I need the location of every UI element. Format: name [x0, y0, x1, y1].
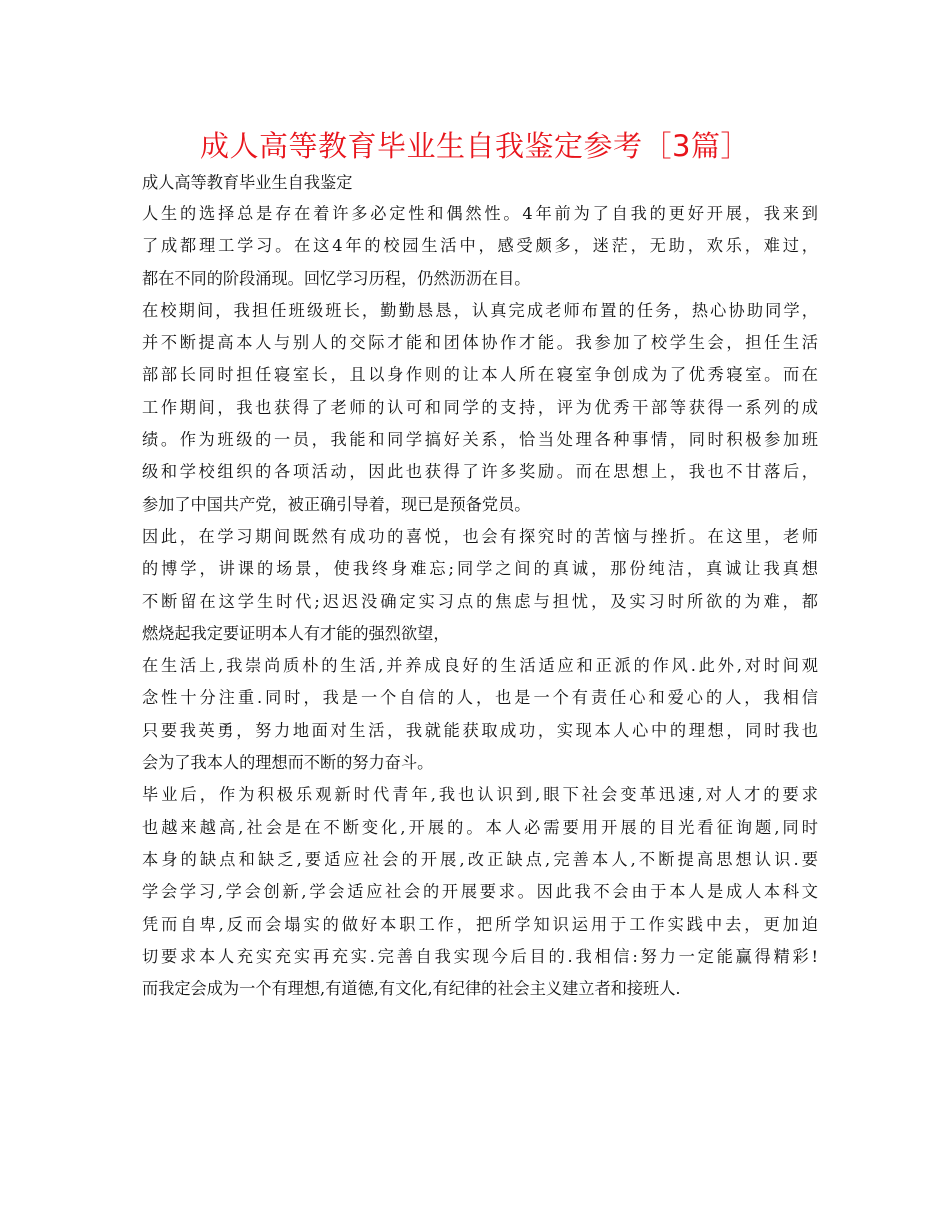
text-line: 也越来越高,社会是在不断变化,开展的。本人必需要用开展的目光看征询题,同时	[142, 817, 818, 837]
text-line: 而我定会成为一个有理想,有道德,有文化,有纪律的社会主义建立者和接班人.	[142, 979, 681, 999]
text-line: 会为了我本人的理想而不断的努力奋斗。	[142, 753, 434, 773]
text-line: 毕业后，作为积极乐观新时代青年,我也认识到,眼下社会变革迅速,对人才的要求	[142, 785, 818, 805]
text-line: 不断留在这学生时代;迟迟没确定实习点的焦虑与担忧，及实习时所欲的为难，都	[142, 591, 818, 611]
text-line: 燃烧起我定要证明本人有才能的强烈欲望，	[142, 623, 450, 643]
text-line: 人生的选择总是存在着许多必定性和偶然性。4年前为了自我的更好开展，我来到	[142, 204, 818, 223]
text-line: 因此，在学习期间既然有成功的喜悦，也会有探究时的苦恼与挫折。在这里，老师	[142, 526, 818, 546]
text-line: 都在不同的阶段涌现。回忆学习历程，仍然沥沥在目。	[142, 268, 531, 288]
text-line: 并不断提高本人与别人的交际才能和团体协作才能。我参加了校学生会，担任生活	[142, 333, 818, 353]
text-line: 切要求本人充实充实再充实.完善自我实现今后目的.我相信:努力一定能赢得精彩!	[142, 946, 818, 966]
text-line: 级和学校组织的各项活动，因此也获得了许多奖励。而在思想上，我也不甘落后，	[142, 462, 818, 482]
text-line: 工作期间，我也获得了老师的认可和同学的支持，评为优秀干部等获得一系列的成	[142, 397, 818, 417]
text-line: 学会学习,学会创新,学会适应社会的开展要求。因此我不会由于本人是成人本科文	[142, 882, 818, 902]
document-title: 成人高等教育毕业生自我鉴定参考［3篇］	[200, 129, 750, 163]
text-line: 在生活上,我崇尚质朴的生活,并养成良好的生活适应和正派的作风.此外,对时间观	[142, 656, 818, 676]
document-subtitle: 成人高等教育毕业生自我鉴定	[142, 173, 353, 192]
text-line: 凭而自卑,反而会塌实的做好本职工作，把所学知识运用于工作实践中去，更加迫	[142, 914, 818, 934]
paragraph-2	[142, 295, 818, 521]
text-line: 了成都理工学习。在这4年的校园生活中，感受颇多，迷茫，无助，欢乐，难过，	[142, 236, 818, 256]
text-line: 在校期间，我担任班级班长，勤勤恳恳，认真完成老师布置的任务，热心协助同学，	[142, 300, 818, 320]
text-line: 参加了中国共产党，被正确引导着，现已是预备党员。	[142, 494, 531, 514]
text-line: 只要我英勇，努力地面对生活，我就能获取成功，实现本人心中的理想，同时我也	[142, 720, 818, 740]
text-line: 的博学，讲课的场景，使我终身难忘;同学之间的真诚，那份纯洁，真诚让我真想	[142, 559, 818, 579]
text-line: 念性十分注重.同时，我是一个自信的人，也是一个有责任心和爱心的人，我相信	[142, 688, 818, 708]
paragraph-4	[142, 650, 818, 779]
text-line: 本身的缺点和缺乏,要适应社会的开展,改正缺点,完善本人,不断提高思想认识.要	[142, 849, 818, 869]
text-line: 部部长同时担任寝室长，且以身作则的让本人所在寝室争创成为了优秀寝室。而在	[142, 365, 818, 385]
paragraph-1	[142, 198, 818, 295]
paragraph-5	[142, 779, 818, 1005]
document-body	[142, 168, 818, 1005]
paragraph-3	[142, 521, 818, 650]
text-line: 绩。作为班级的一员，我能和同学搞好关系，恰当处理各种事情，同时积极参加班	[142, 430, 818, 450]
